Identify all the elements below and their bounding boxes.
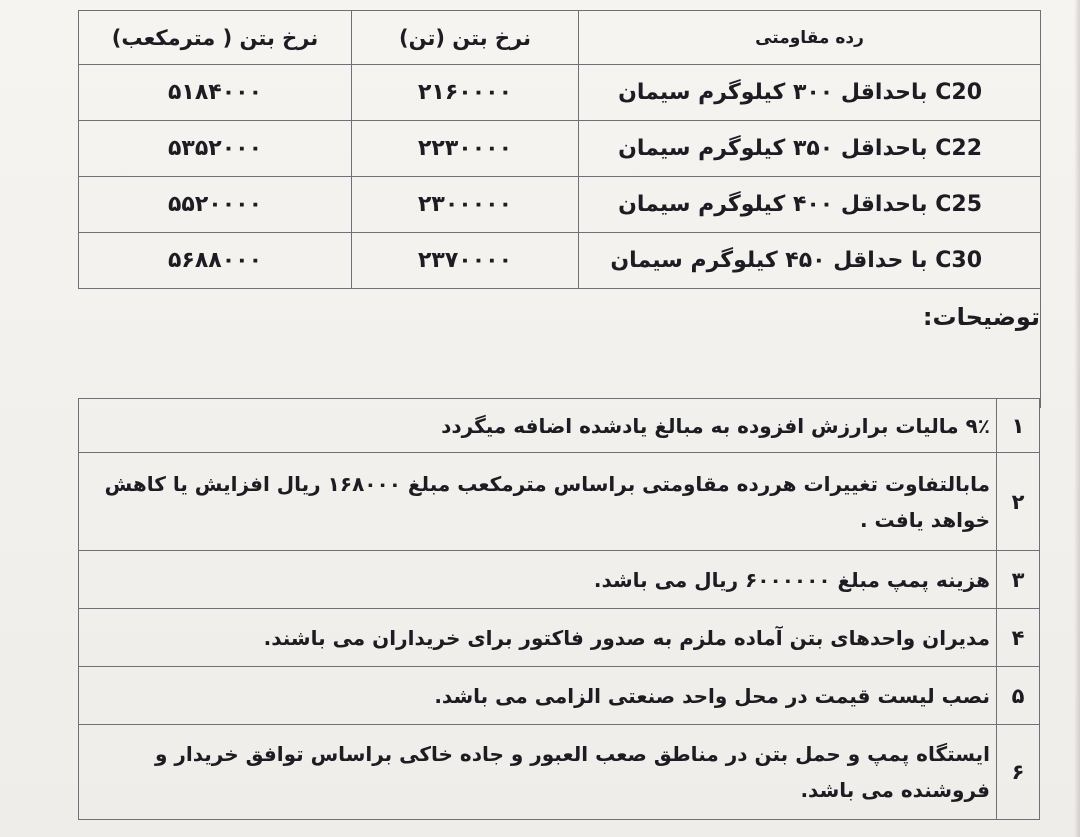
note-text: نصب لیست قیمت در محل واحد صنعتی الزامی می باشد. bbox=[79, 667, 997, 725]
concrete-price-table bbox=[78, 10, 1041, 408]
header-grade: رده مقاومتی bbox=[579, 11, 1041, 65]
note-number: ۱ bbox=[997, 399, 1040, 453]
notes-heading: توضیحات: bbox=[79, 289, 1041, 409]
note-number: ۵ bbox=[997, 667, 1040, 725]
note-text: ۹٪ مالیات برارزش افزوده به مبالغ یادشده اضافه میگردد bbox=[79, 399, 997, 453]
price-per-ton-cell: ۲۳۰۰۰۰۰ bbox=[352, 177, 579, 233]
note-row bbox=[79, 399, 1040, 453]
header-price-per-m3: نرخ بتن ( مترمکعب) bbox=[79, 11, 352, 65]
note-number: ۲ bbox=[997, 453, 1040, 551]
price-table-header-row bbox=[79, 11, 1041, 65]
price-per-m3-cell: ۵۱۸۴۰۰۰ bbox=[79, 65, 352, 121]
price-row bbox=[79, 65, 1041, 121]
notes-table bbox=[78, 398, 1040, 820]
grade-cell: C30 با حداقل ۴۵۰ کیلوگرم سیمان bbox=[579, 233, 1041, 289]
note-text: مدیران واحدهای بتن آماده ملزم به صدور فاکتور برای خریداران می باشند. bbox=[79, 609, 997, 667]
note-row bbox=[79, 667, 1040, 725]
grade-cell: C22 باحداقل ۳۵۰ کیلوگرم سیمان bbox=[579, 121, 1041, 177]
note-text: ایستگاه پمپ و حمل بتن در مناطق صعب العبور و جاده خاکی براساس توافق خریدار و فروشنده می باشد. bbox=[79, 725, 997, 820]
notes-heading-row bbox=[79, 289, 1041, 409]
note-text: هزینه پمپ مبلغ ۶۰۰۰۰۰۰ ریال می باشد. bbox=[79, 551, 997, 609]
price-per-m3-cell: ۵۶۸۸۰۰۰ bbox=[79, 233, 352, 289]
price-per-ton-cell: ۲۲۳۰۰۰۰ bbox=[352, 121, 579, 177]
grade-cell: C20 باحداقل ۳۰۰ کیلوگرم سیمان bbox=[579, 65, 1041, 121]
note-row bbox=[79, 725, 1040, 820]
grade-cell: C25 باحداقل ۴۰۰ کیلوگرم سیمان bbox=[579, 177, 1041, 233]
price-per-ton-cell: ۲۳۷۰۰۰۰ bbox=[352, 233, 579, 289]
price-row bbox=[79, 233, 1041, 289]
price-per-m3-cell: ۵۳۵۲۰۰۰ bbox=[79, 121, 352, 177]
page-edge-shadow bbox=[1074, 0, 1080, 837]
price-per-ton-cell: ۲۱۶۰۰۰۰ bbox=[352, 65, 579, 121]
note-number: ۳ bbox=[997, 551, 1040, 609]
note-row bbox=[79, 551, 1040, 609]
note-row bbox=[79, 453, 1040, 551]
price-per-m3-cell: ۵۵۲۰۰۰۰ bbox=[79, 177, 352, 233]
price-row bbox=[79, 177, 1041, 233]
note-number: ۶ bbox=[997, 725, 1040, 820]
note-number: ۴ bbox=[997, 609, 1040, 667]
header-price-per-ton: نرخ بتن (تن) bbox=[352, 11, 579, 65]
note-text: مابالتفاوت تغییرات هررده مقاومتی براساس مترمکعب مبلغ ۱۶۸۰۰۰ ریال افزایش یا کاهش خواهد یافت . bbox=[79, 453, 997, 551]
note-row bbox=[79, 609, 1040, 667]
price-row bbox=[79, 121, 1041, 177]
